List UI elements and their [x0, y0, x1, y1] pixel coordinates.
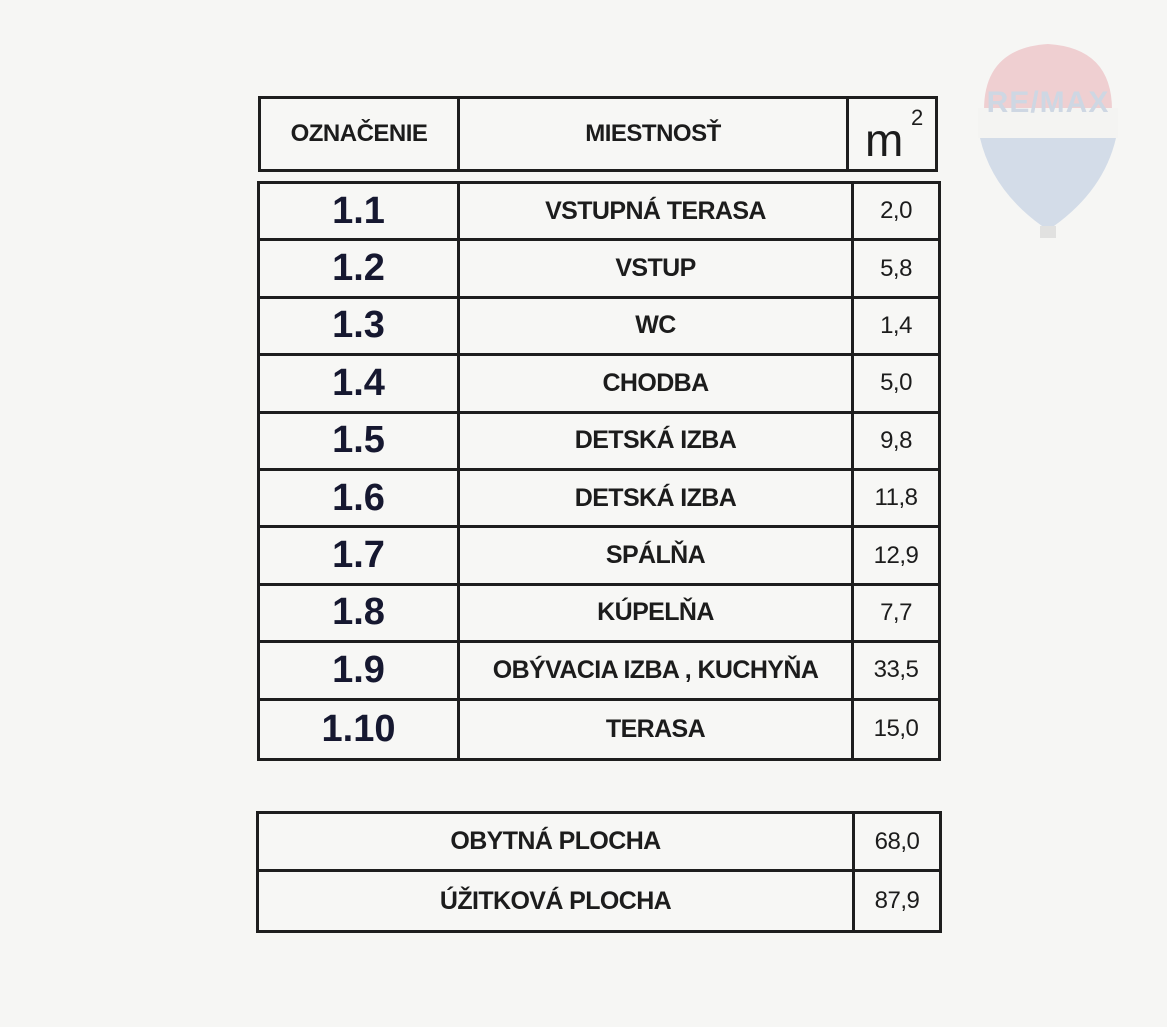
room-id: 1.8	[260, 586, 460, 640]
room-area: 1,4	[880, 311, 912, 339]
room-area: 7,7	[880, 598, 912, 626]
total-value: 68,0	[874, 827, 920, 855]
room-id: 1.9	[260, 643, 460, 697]
unit-superscript: 2	[911, 105, 924, 130]
rooms-table	[257, 181, 941, 761]
room-area: 5,8	[880, 254, 912, 282]
room-name: DETSKÁ IZBA	[460, 414, 854, 468]
header-unit	[849, 99, 935, 169]
room-name: TERASA	[460, 701, 854, 758]
room-id: 1.4	[260, 356, 460, 410]
table-row	[260, 643, 938, 700]
remax-balloon-logo-icon	[974, 40, 1122, 240]
room-name: DETSKÁ IZBA	[460, 471, 854, 525]
room-id: 1.10	[260, 701, 460, 758]
room-id: 1.7	[260, 528, 460, 582]
room-area: 5,0	[880, 369, 912, 397]
room-name: CHODBA	[460, 356, 854, 410]
logo-text: RE/MAX	[986, 86, 1110, 119]
table-row	[260, 471, 938, 528]
room-area: 11,8	[874, 484, 918, 512]
room-name: SPÁLŇA	[460, 528, 854, 582]
room-area: 15,0	[873, 715, 919, 743]
table-row	[260, 356, 938, 413]
room-id: 1.1	[260, 184, 460, 238]
room-area: 33,5	[873, 656, 919, 684]
total-value: 87,9	[874, 887, 920, 914]
table-row	[260, 299, 938, 356]
room-name: KÚPELŇA	[460, 586, 854, 640]
table-row	[260, 701, 938, 758]
table-row	[260, 184, 938, 241]
room-name: WC	[460, 299, 854, 353]
balloon-icon	[974, 40, 1122, 240]
room-name: OBÝVACIA IZBA , KUCHYŇA	[460, 643, 854, 697]
header-room: MIESTNOSŤ	[460, 99, 849, 169]
room-id: 1.5	[260, 414, 460, 468]
room-area: 12,9	[873, 541, 919, 569]
room-area: 9,8	[880, 426, 912, 454]
total-row-living	[259, 814, 939, 872]
table-row	[260, 586, 938, 643]
room-id: 1.3	[260, 299, 460, 353]
header-id: OZNAČENIE	[261, 99, 460, 169]
table-row	[260, 528, 938, 585]
table-header	[258, 96, 938, 172]
table-row	[260, 241, 938, 298]
room-area: 2,0	[880, 197, 912, 225]
total-row-usable	[259, 872, 939, 930]
room-id: 1.6	[260, 471, 460, 525]
unit-label: m	[865, 114, 904, 166]
totals-table	[256, 811, 942, 933]
total-label: ÚŽITKOVÁ PLOCHA	[259, 872, 855, 930]
room-id: 1.2	[260, 241, 460, 295]
room-name: VSTUPNÁ TERASA	[460, 184, 854, 238]
room-name: VSTUP	[460, 241, 854, 295]
table-row	[260, 414, 938, 471]
total-label: OBYTNÁ PLOCHA	[259, 814, 855, 869]
